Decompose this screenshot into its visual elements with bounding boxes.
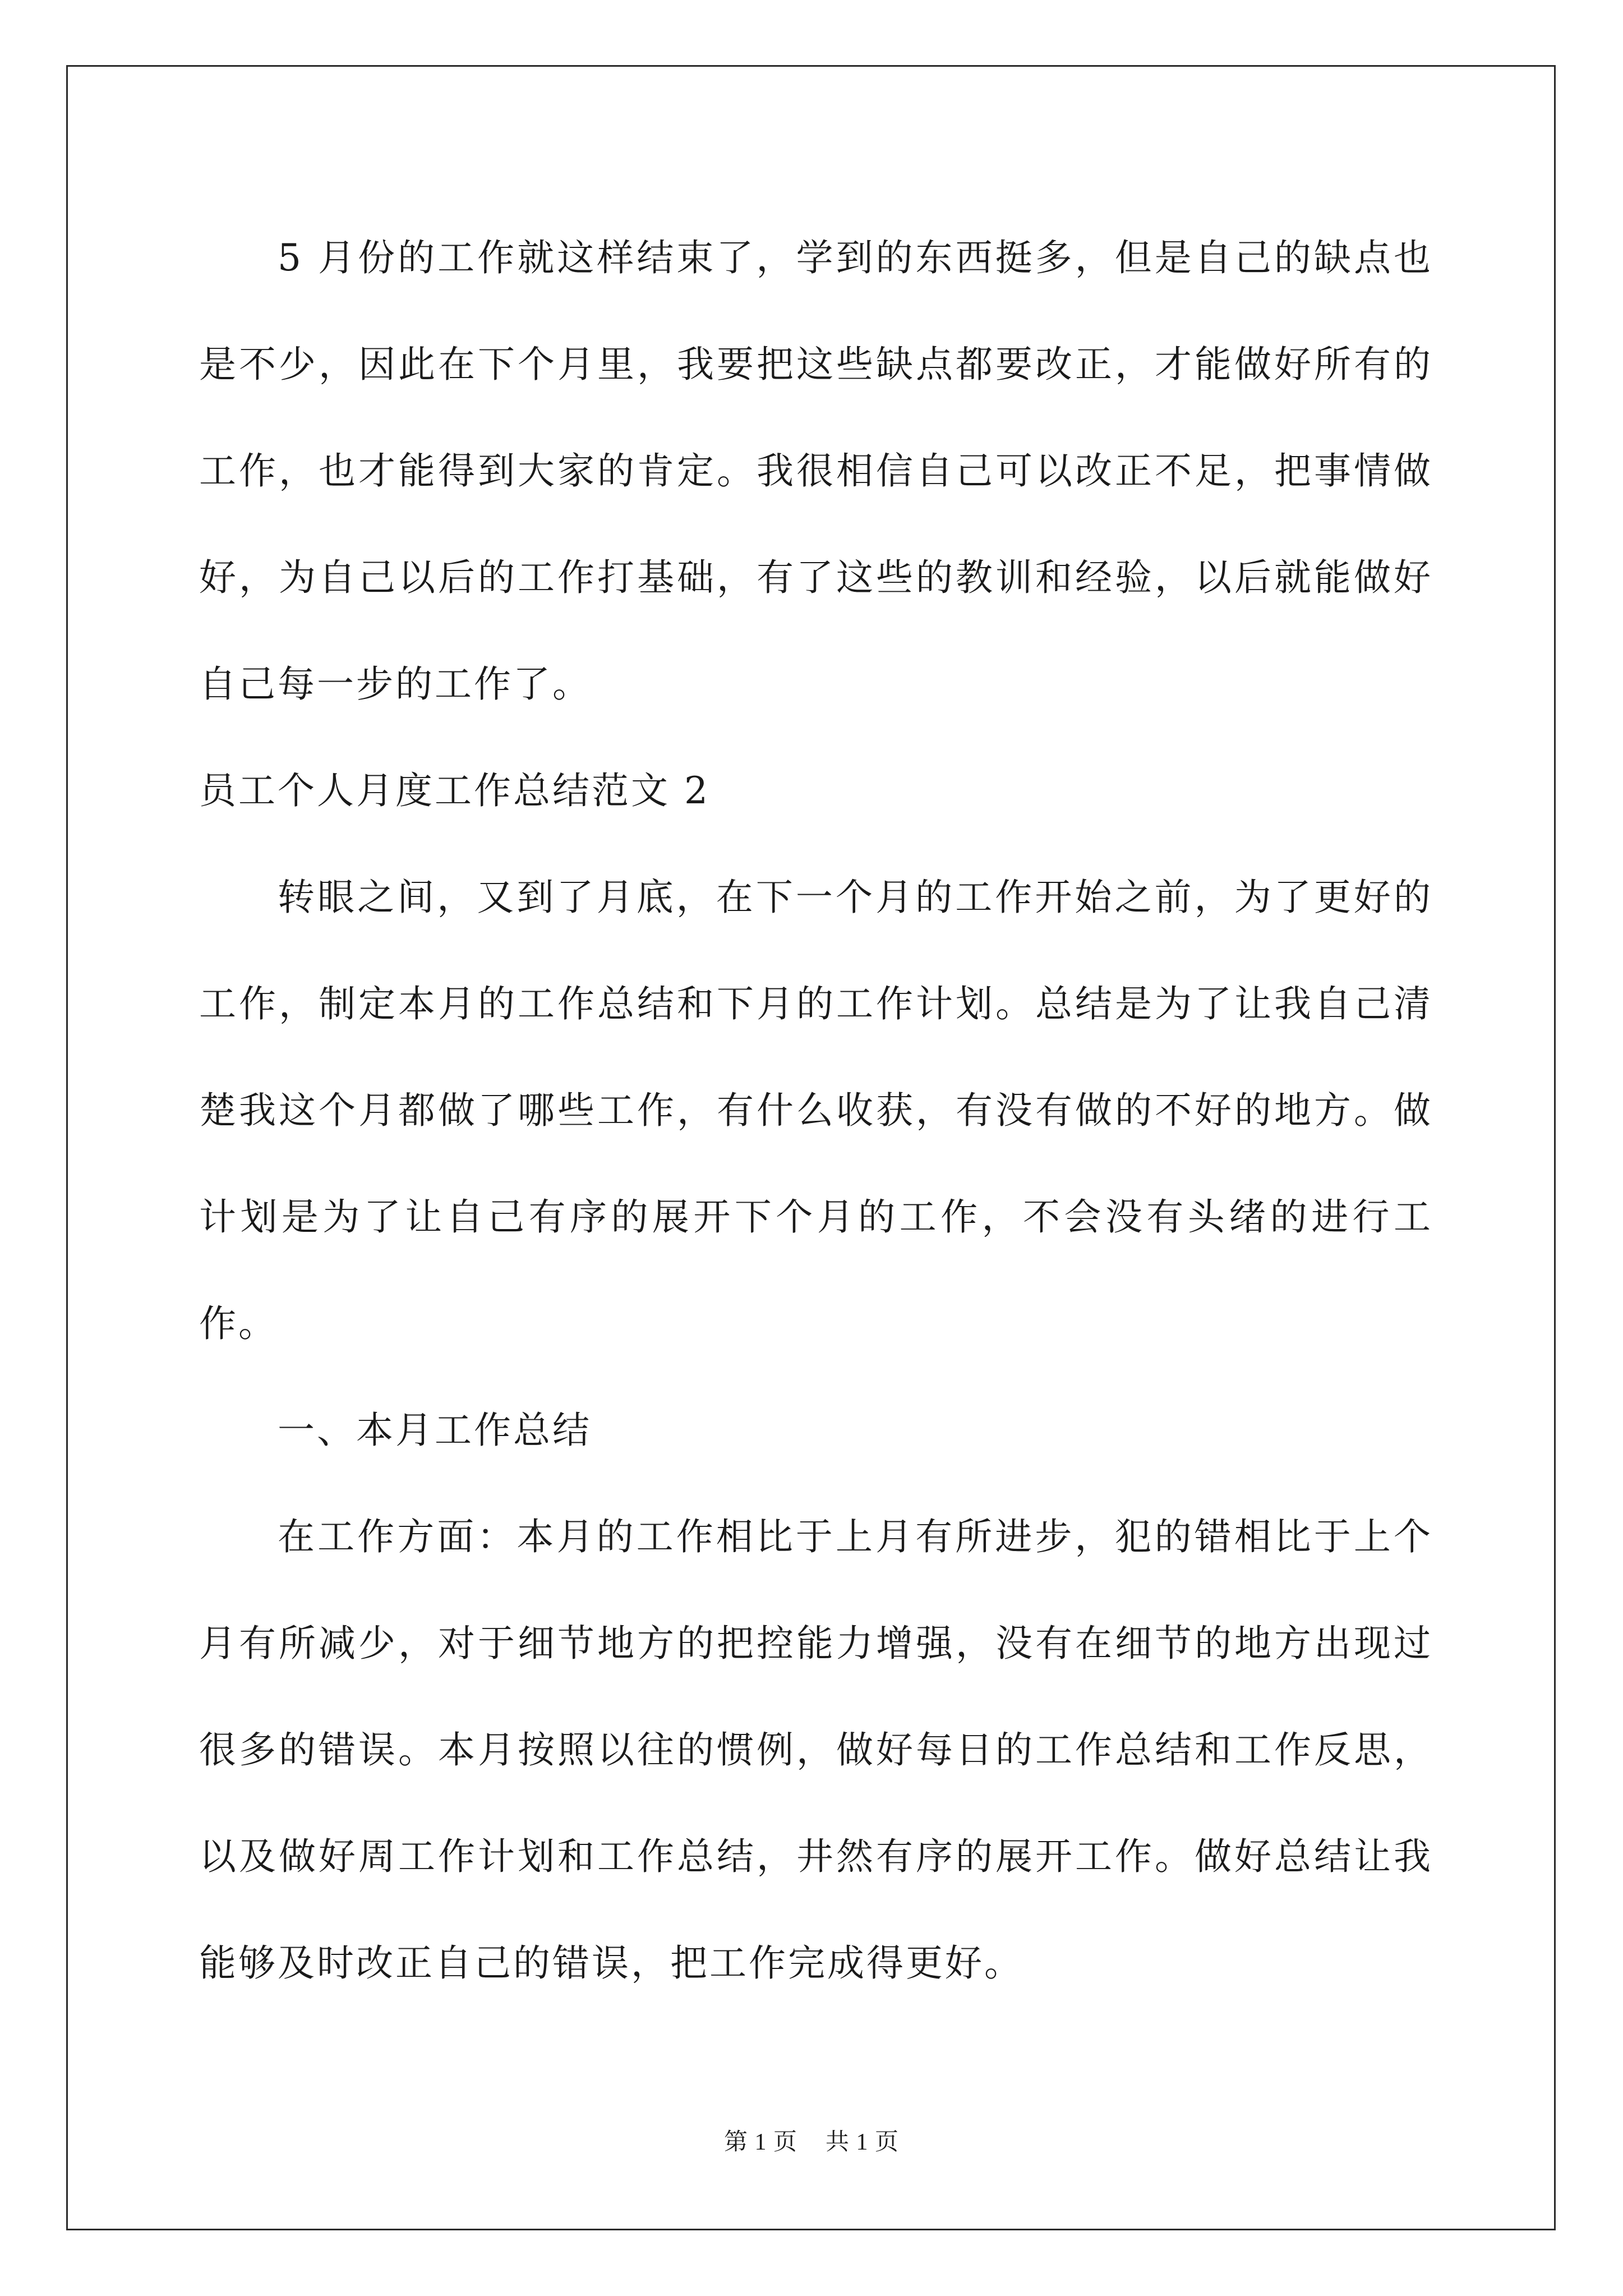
subsection-heading: 一、本月工作总结 [278,1409,592,1452]
page-footer [0,2123,1623,2157]
paragraph-conclusion: 5 月份的工作就这样结束了，学到的东西挺多，但是自己的缺点也是不少，因此在下个月里，我要把这些缺点都要改正，才能做好所有的工作，也才能得到大家的肯定。我很相信自己可以改正不足，把事情做好，为自己以后的工作打基础，有了这些的教训和经验，以后就能做好自己每一步的工作了。 [199,236,1433,706]
paragraph-work-summary: 在工作方面：本月的工作相比于上月有所进步，犯的错相比于上个月有所减少，对于细节地方的把控能力增强，没有在细节的地方出现过很多的错误。本月按照以往的惯例，做好每日的工作总结和工作反思，以及做好周工作计划和工作总结，井然有序的展开工作。做好总结让我能够及时改正自己的错误，把工作完成得更好。 [199,1515,1433,1985]
paragraph-intro: 转眼之间，又到了月底，在下一个月的工作开始之前，为了更好的工作，制定本月的工作总结和下月的工作计划。总结是为了让我自己清楚我这个月都做了哪些工作，有什么收获，有没有做的不好的地方。做计划是为了让自己有序的展开下个月的工作，不会没有头绪的进行工作。 [199,876,1433,1345]
section-title: 员工个人月度工作总结范文 2 [199,769,710,812]
page-total: 共 1 页 [826,2129,900,2155]
document-body [199,205,1433,2017]
page-number: 第 1 页 [723,2129,797,2155]
